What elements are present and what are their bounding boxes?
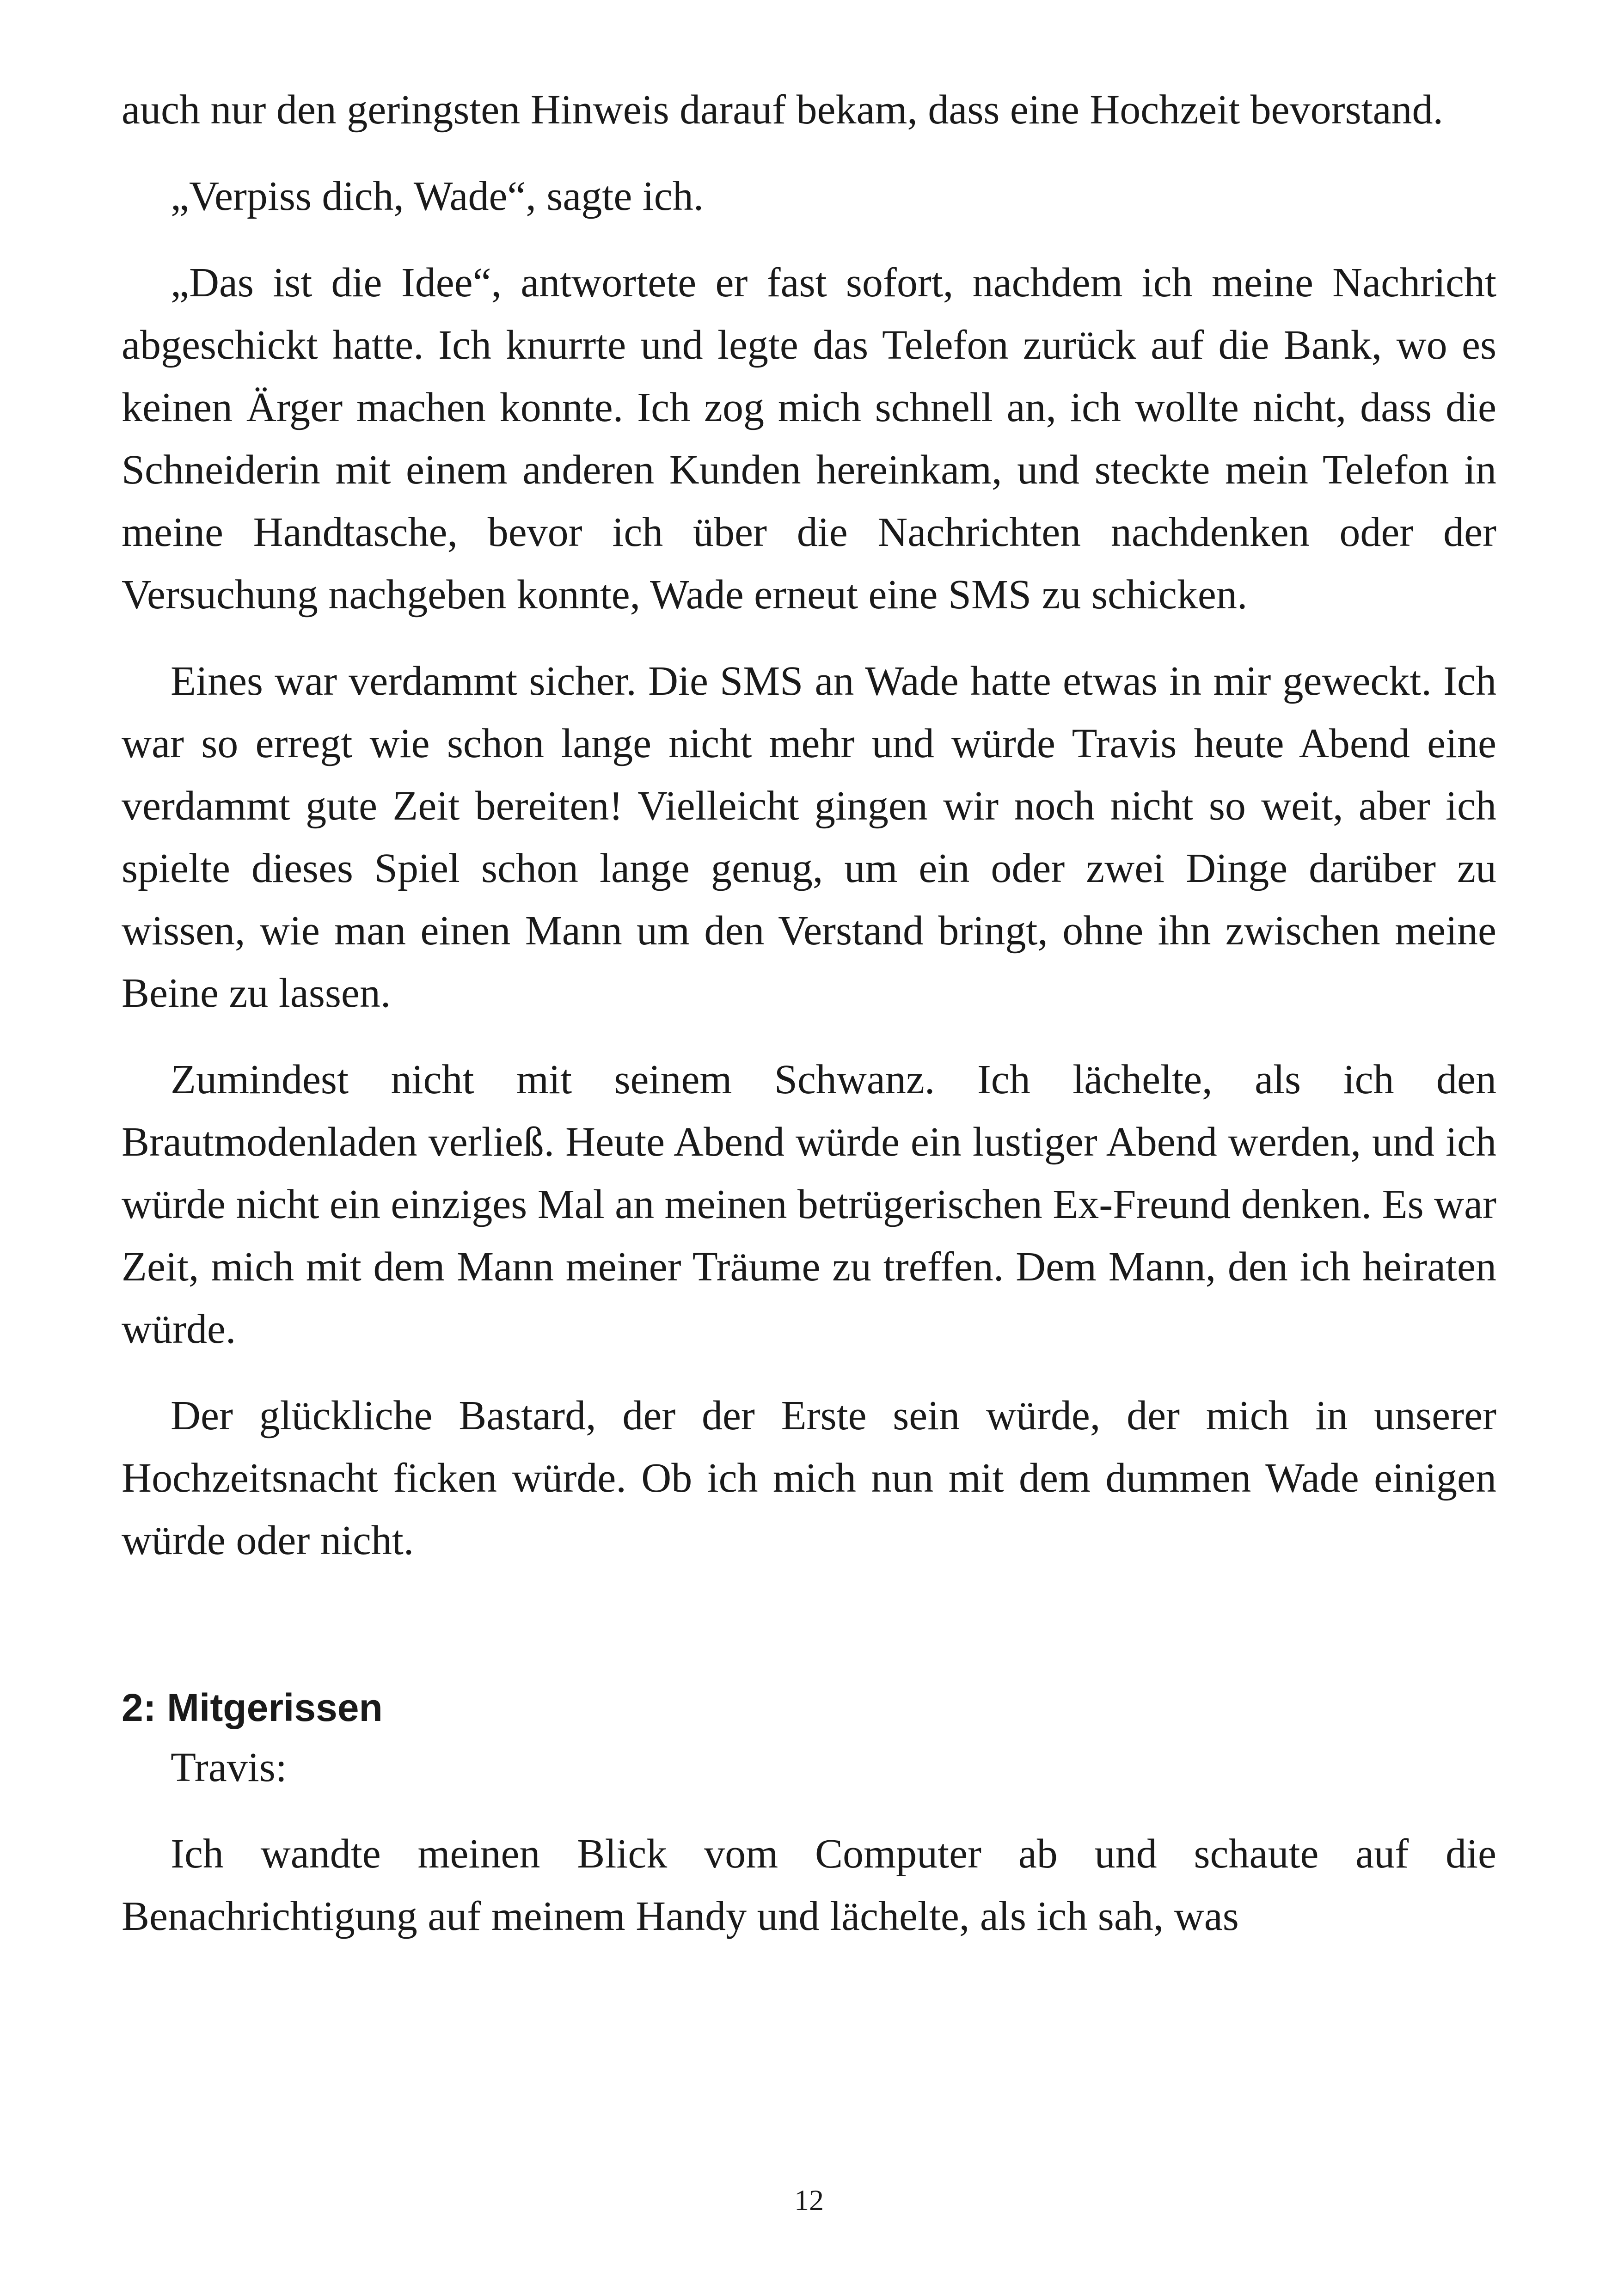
section-spacer	[122, 1596, 1496, 1679]
paragraph-7: Ich wandte meinen Blick vom Computer ab und schaute auf die Benachrichtigung auf meinem Handy und lächelte, als ich sah, was	[122, 1831, 1496, 1939]
paragraph-4: Eines war verdammt sicher. Die SMS an Wade hatte etwas in mir geweckt. Ich war so erregt wie schon lange nicht mehr und würde Travis heute Abend eine verdammt gute Zeit bereiten! Vielleicht gingen wir noch nicht so weit, aber ich spielte dieses Spiel schon lange genug, um ein oder zwei Dinge darüber zu wissen, wie man einen Mann um den Verstand bringt, ohne ihn zwischen meine Beine zu lassen.	[122, 658, 1496, 1016]
chapter-heading: 2: Mitgerissen	[122, 1686, 383, 1729]
page-number: 12	[794, 2184, 824, 2216]
paragraph-6: Der glückliche Bastard, der der Erste sein würde, der mich in unserer Hochzeitsnacht ficken würde. Ob ich mich nun mit dem dummen Wade einigen würde oder nicht.	[122, 1393, 1496, 1563]
paragraph-5: Zumindest nicht mit seinem Schwanz. Ich lächelte, als ich den Brautmodenladen verließ. Heute Abend würde ein lustiger Abend werden, und ich würde nicht ein einziges Mal an meinen betrügerischen Ex-Freund denken. Es war Zeit, mich mit dem Mann meiner Träume zu treffen. Dem Mann, den ich heiraten würde.	[122, 1057, 1496, 1352]
paragraph-2: „Verpiss dich, Wade“, sagte ich.	[171, 173, 704, 219]
paragraph-1: auch nur den geringsten Hinweis darauf bekam, dass eine Hochzeit bevorstand.	[122, 87, 1444, 133]
page-body	[122, 79, 1496, 1971]
speaker-label: Travis:	[171, 1745, 287, 1790]
paragraph-3: „Das ist die Idee“, antwortete er fast sofort, nachdem ich meine Nachricht abgeschickt hatte. Ich knurrte und legte das Telefon zurück auf die Bank, wo es keinen Ärger machen konnte. Ich zog mich schnell an, ich wollte nicht, dass die Schneiderin mit einem anderen Kunden hereinkam, und steckte mein Telefon in meine Handtasche, bevor ich über die Nachrichten nachdenken oder der Versuchung nachgeben konnte, Wade erneut eine SMS zu schicken.	[122, 260, 1496, 618]
